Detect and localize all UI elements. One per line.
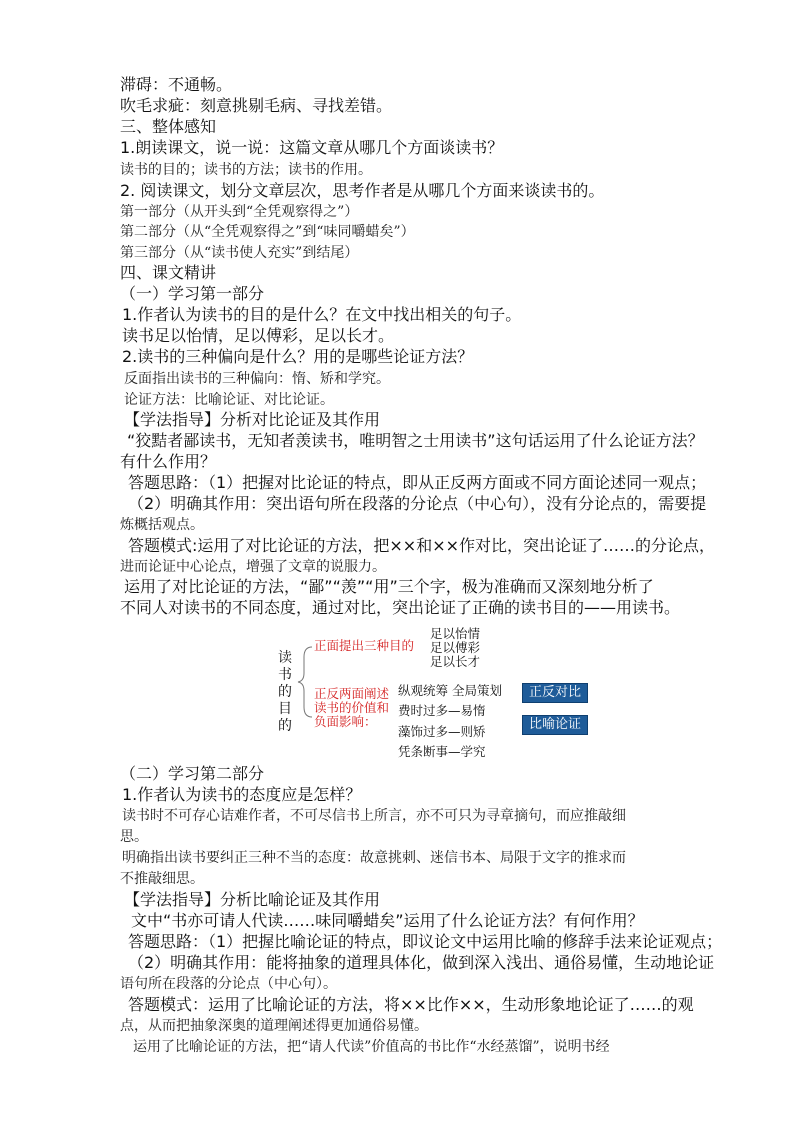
- subsection-heading: （一）学习第一部分: [120, 284, 265, 303]
- diagram-item: 凭条断事—学究: [398, 744, 486, 759]
- diagram-root: [278, 650, 294, 735]
- text-line: 吹毛求疵：刻意挑剔毛病、寻找差错。: [120, 96, 393, 115]
- diagram-item: 费时过多—易惰: [398, 703, 486, 718]
- question: 2. 阅读课文，划分文章层次，思考作者是从哪几个方面来谈读书的。: [120, 181, 605, 200]
- answer-template: 点，从而把抽象深奥的道理阐述得更加通俗易懂。: [120, 1018, 428, 1034]
- diagram-label: 负面影响：: [314, 714, 377, 729]
- answer: 明确指出读书要纠正三种不当的态度：故意挑刺、迷信书本、局限于文字的推求而: [122, 850, 626, 866]
- question: 2.读书的三种偏向是什么？用的是哪些论证方法？: [122, 347, 474, 366]
- section-heading: 三、整体感知: [120, 117, 217, 136]
- tag-contrast: 正反对比: [522, 683, 588, 703]
- subsection-heading: （二）学习第二部分: [120, 764, 265, 783]
- question: 1.朗读课文，说一说：这篇文章从哪几个方面谈读书？: [120, 138, 504, 157]
- answer-approach: （2）明确其作用：突出语句所在段落的分论点（中心句），没有分论点的，需要提: [128, 494, 707, 513]
- question: “狡黠者鄙读书，无知者羡读书，唯明智之士用读书”这句话运用了什么论证方法？: [127, 431, 704, 450]
- reading-purpose-diagram: [270, 625, 590, 760]
- diagram-root-char: 目: [278, 701, 292, 717]
- guide-heading: 【学法指导】分析比喻论证及其作用: [124, 890, 381, 909]
- answer-template: 答题模式:运用了对比论证的方法，把××和××作对比，突出论证了……的分论点，: [128, 536, 716, 555]
- answer-approach: 答题思路：（1）把握比喻论证的特点，即议论文中运用比喻的修辞手法来论证观点；: [128, 932, 723, 951]
- answer: 不推敲细思。: [120, 871, 204, 887]
- diagram-root-char: 读: [278, 650, 292, 666]
- diagram-item: 足以怡情: [430, 626, 481, 641]
- diagram-root-char: 书: [278, 667, 292, 683]
- branch-both-sides: [314, 687, 389, 729]
- answer: 思。: [120, 829, 148, 845]
- answer-template: 答题模式：运用了比喻论证的方法，将××比作××，生动形象地论证了……的观: [128, 995, 694, 1014]
- guide-heading: 【学法指导】分析对比论证及其作用: [124, 410, 381, 429]
- brace-icon: [296, 645, 316, 720]
- answer: 不同人对读书的不同态度，通过对比，突出论证了正确的读书目的——用读书。: [120, 598, 681, 617]
- answer-approach: （2）明确其作用：能将抽象的道理具体化，做到深入浅出、通俗易懂，生动地论证: [128, 953, 715, 972]
- answer-approach: 答题思路：（1）把握对比论证的特点，即从正反两方面或不同方面论述同一观点；: [128, 473, 707, 492]
- answer-approach: 炼概括观点。: [120, 517, 204, 533]
- answer: 读书足以怡情，足以傅彩，足以长才。: [122, 326, 395, 345]
- question: 1.作者认为读书的态度应是怎样？: [122, 785, 362, 804]
- answer: 读书时不可存心诘难作者，不可尽信书上所言，亦不可只为寻章摘句，而应推敲细: [122, 808, 626, 824]
- diagram-root-char: 的: [278, 684, 292, 700]
- answer-template: 进而论证中心论点，增强了文章的说服力。: [120, 559, 386, 575]
- diagram-item: 藻饰过多—则矫: [398, 724, 486, 739]
- diagram-root-char: 的: [278, 718, 292, 734]
- answer: 第二部分（从“全凭观察得之”到“味同嚼蜡矣”）: [120, 224, 415, 240]
- answer: 论证方法：比喻论证、对比论证。: [124, 392, 334, 408]
- answer: 运用了比喻论证的方法，把“请人代读”价值高的书比作“水经蒸馏”，说明书经: [133, 1039, 610, 1055]
- answer: 读书的目的；读书的方法；读书的作用。: [120, 162, 372, 178]
- diagram-item: 足以长才: [430, 654, 481, 669]
- question: 文中“书亦可请人代读……味同嚼蜡矣”运用了什么论证方法？有何作用？: [131, 911, 644, 930]
- answer: 第三部分（从“读书使人充实”到结尾）: [120, 245, 359, 261]
- answer-approach: 语句所在段落的分论点（中心句）。: [120, 976, 337, 992]
- branch-positive-items: [430, 627, 480, 669]
- diagram-label: 正反两面阐述: [314, 686, 390, 701]
- answer: 第一部分（从开头到“全凭观察得之”）: [120, 204, 359, 220]
- tag-metaphor: 比喻论证: [522, 715, 588, 735]
- question: 有什么作用？: [120, 452, 217, 471]
- diagram-item: 足以傅彩: [430, 640, 481, 655]
- answer: 运用了对比论证的方法，“鄙”“羡”“用”三个字，极为准确而又深刻地分析了: [124, 577, 654, 596]
- section-heading: 四、课文精讲: [120, 263, 217, 282]
- diagram-label: 读书的价值和: [314, 700, 390, 715]
- branch-positive: 正面提出三种目的: [314, 638, 415, 653]
- text-line: 滞碍：不通畅。: [120, 75, 233, 94]
- diagram-item: 纵观统筹 全局策划: [398, 683, 502, 698]
- question: 1.作者认为读书的目的是什么？在文中找出相关的句子。: [122, 305, 522, 324]
- answer: 反面指出读书的三种偏向：惰、矫和学究。: [124, 371, 390, 387]
